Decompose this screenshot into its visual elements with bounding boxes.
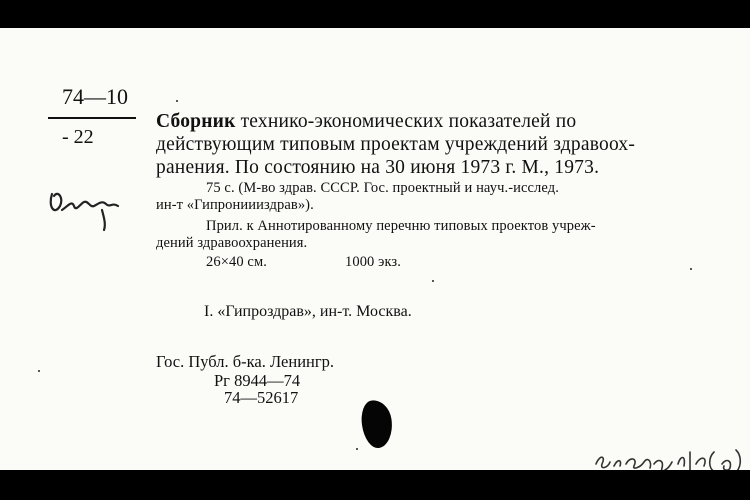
- entry-line-3: ранения. По состоянию на 30 июня 1973 г. М., 1973.: [156, 157, 600, 178]
- class-divider: [48, 117, 136, 119]
- index-entry: I. «Гипроздрав», ин-т. Москва.: [204, 303, 412, 320]
- pages-note-cont: ин-т «Гипрониииздрав»).: [156, 197, 314, 213]
- entry-line-2: действующим типовым проектам учреждений здравоох-: [156, 134, 636, 155]
- paper-speck: [38, 370, 40, 372]
- class-number: 74—10: [62, 84, 128, 109]
- appendix-note: Прил. к Аннотированному перечню типовых проектов учреж-: [206, 218, 596, 234]
- handwritten-signature-icon: [44, 176, 126, 232]
- bibliographic-entry: [156, 110, 742, 179]
- registration-number: Рг 8944—74: [214, 371, 301, 390]
- paper-speck: [176, 100, 178, 102]
- paper-speck: [432, 280, 434, 282]
- library-name: Гос. Публ. б-ка. Ленингр.: [156, 352, 335, 371]
- print-run: 1000 экз.: [345, 254, 401, 270]
- entry-title-cont: технико-экономических показателей по: [235, 111, 577, 132]
- entry-title: Сборник: [156, 111, 236, 132]
- paper-speck: [356, 448, 358, 450]
- class-subnumber: - 22: [62, 126, 94, 148]
- format-size: 26×40 см.: [206, 254, 267, 270]
- pages-note: 75 с. (М-во здрав. СССР. Гос. проектный и науч.-исслед.: [206, 180, 559, 196]
- ink-blot-icon: [359, 398, 395, 450]
- card-number: 74—52617: [224, 388, 299, 407]
- appendix-note-cont: дений здравоохранения.: [156, 235, 308, 251]
- catalog-card: [0, 28, 750, 470]
- handwritten-note-icon: [592, 438, 744, 470]
- paper-speck: [690, 268, 692, 270]
